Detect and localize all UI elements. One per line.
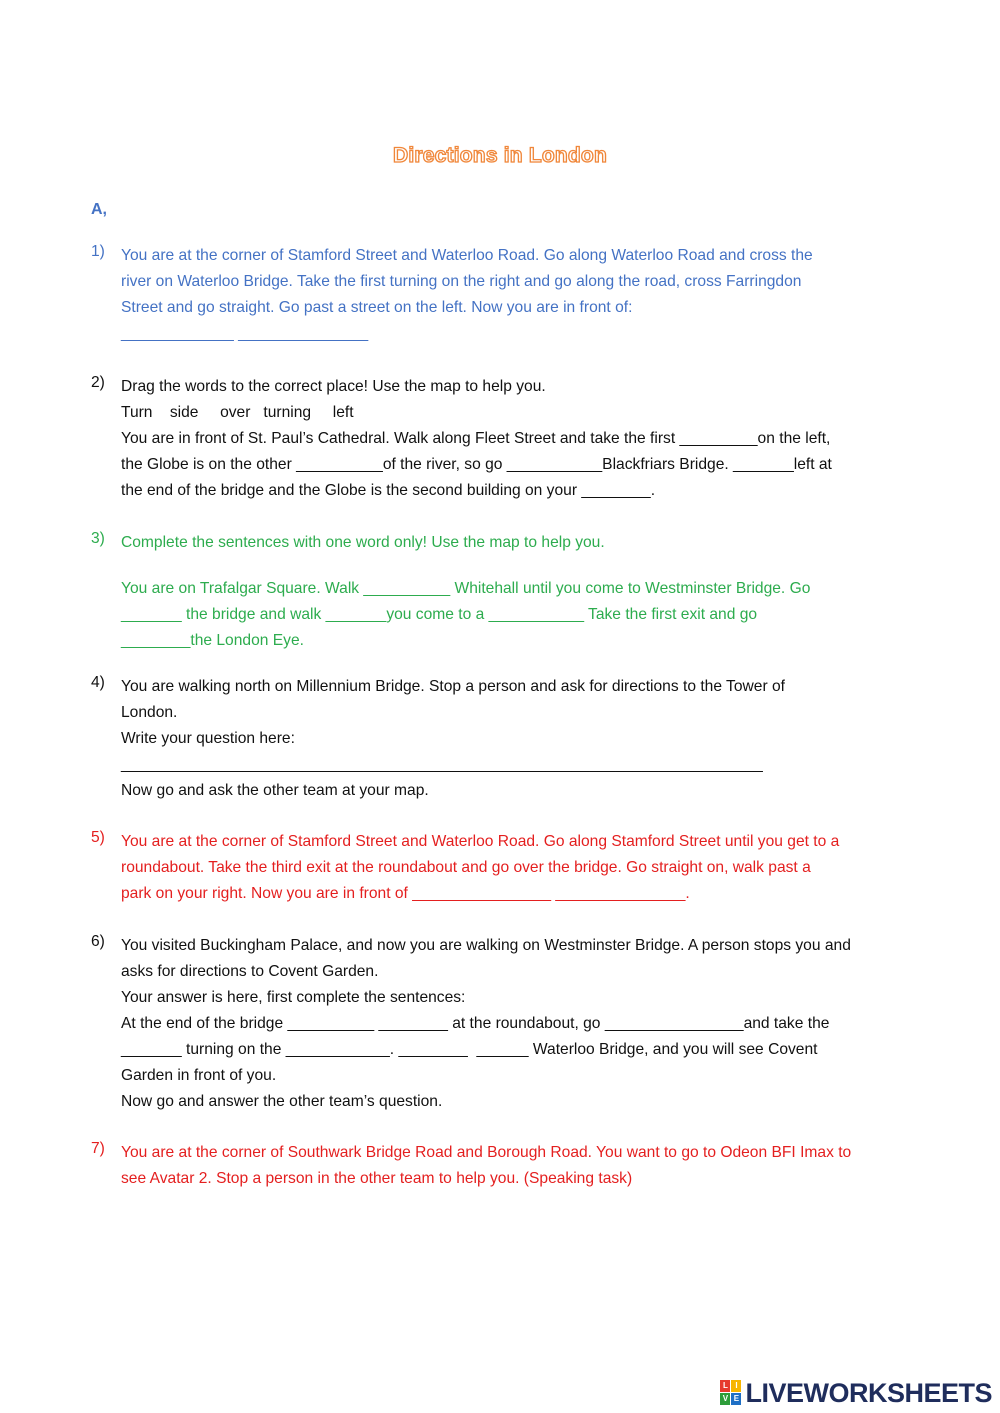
item-text-line: London.: [121, 704, 178, 721]
section-label: A,: [91, 201, 107, 218]
item-text-line: You are at the corner of Southwark Bridge Road and Borough Road. You want to go to Odeon BFI Imax to: [121, 1144, 852, 1161]
item-text-line: Your answer is here, first complete the sentences:: [121, 989, 466, 1006]
item-text-line: Drag the words to the correct place! Use the map to help you.: [121, 378, 546, 395]
item-text-line: You visited Buckingham Palace, and now you are walking on Westminster Bridge. A person stops you and: [121, 937, 851, 954]
item-text-line: ________the London Eye.: [121, 632, 304, 649]
item-text-line: see Avatar 2. Stop a person in the other team to help you. (Speaking task): [121, 1170, 633, 1187]
answer-blank[interactable]: _____________ _______________: [121, 325, 369, 342]
item-text-line: _______ turning on the ____________. ________ ______ Waterloo Bridge, and you will see Covent: [121, 1041, 818, 1058]
logo-mark-letter: I: [731, 1380, 741, 1392]
logo-mark-letter: E: [731, 1393, 741, 1405]
item-text-line: park on your right. Now you are in front of ________________ _______________.: [121, 885, 690, 902]
item-number: 4): [91, 674, 105, 691]
item-text-line: the Globe is on the other __________of the river, so go ___________Blackfriars Bridge. _______left at: [121, 456, 832, 473]
item-text-line: _______ the bridge and walk _______you come to a ___________ Take the first exit and go: [121, 606, 758, 623]
item-text-line: Complete the sentences with one word only! Use the map to help you.: [121, 534, 605, 551]
item-text-line: Write your question here:: [121, 730, 295, 747]
item-text-line: Street and go straight. Go past a street on the left. Now you are in front of:: [121, 299, 633, 316]
item-number: 3): [91, 530, 105, 547]
item-text-line: asks for directions to Covent Garden.: [121, 963, 379, 980]
item-number: 7): [91, 1140, 105, 1157]
item-text-line: the end of the bridge and the Globe is the second building on your ________.: [121, 482, 656, 499]
item-number: 2): [91, 374, 105, 391]
liveworksheets-logo: [720, 1377, 992, 1409]
page-title: Directions in London: [393, 144, 607, 167]
item-text-line: roundabout. Take the third exit at the roundabout and go over the bridge. Go straight on, walk past a: [121, 859, 811, 876]
logo-mark-letter: L: [720, 1380, 730, 1392]
question-answer-line[interactable]: __________________________________________________________________________: [121, 756, 763, 773]
item-text-line: Now go and answer the other team’s question.: [121, 1093, 443, 1110]
spacer: [121, 556, 921, 576]
item-text-line: You are walking north on Millennium Bridge. Stop a person and ask for directions to the Tower of: [121, 678, 785, 695]
logo-mark-icon: [720, 1380, 742, 1406]
item-text-line: You are on Trafalgar Square. Walk __________ Whitehall until you come to Westminster Bridge. Go: [121, 580, 811, 597]
item-text-line: Garden in front of you.: [121, 1067, 277, 1084]
item-text-line: You are in front of St. Paul’s Cathedral. Walk along Fleet Street and take the first _________on the left,: [121, 430, 831, 447]
item-text-line: Now go and ask the other team at your map.: [121, 782, 429, 799]
item-number: 6): [91, 933, 105, 950]
item-text-line: At the end of the bridge __________ ________ at the roundabout, go ________________and take the: [121, 1015, 830, 1032]
item-text-line: You are at the corner of Stamford Street and Waterloo Road. Go along Stamford Street until you get to a: [121, 833, 840, 850]
logo-text: LIVEWORKSHEETS: [745, 1377, 992, 1408]
logo-mark-letter: V: [720, 1393, 730, 1405]
item-text-line: river on Waterloo Bridge. Take the first turning on the right and go along the road, cross Farringdon: [121, 273, 802, 290]
item-number: 5): [91, 829, 105, 846]
word-bank[interactable]: Turn side over turning left: [121, 404, 354, 421]
item-text-line: You are at the corner of Stamford Street and Waterloo Road. Go along Waterloo Road and cross the: [121, 247, 813, 264]
item-number: 1): [91, 243, 105, 260]
